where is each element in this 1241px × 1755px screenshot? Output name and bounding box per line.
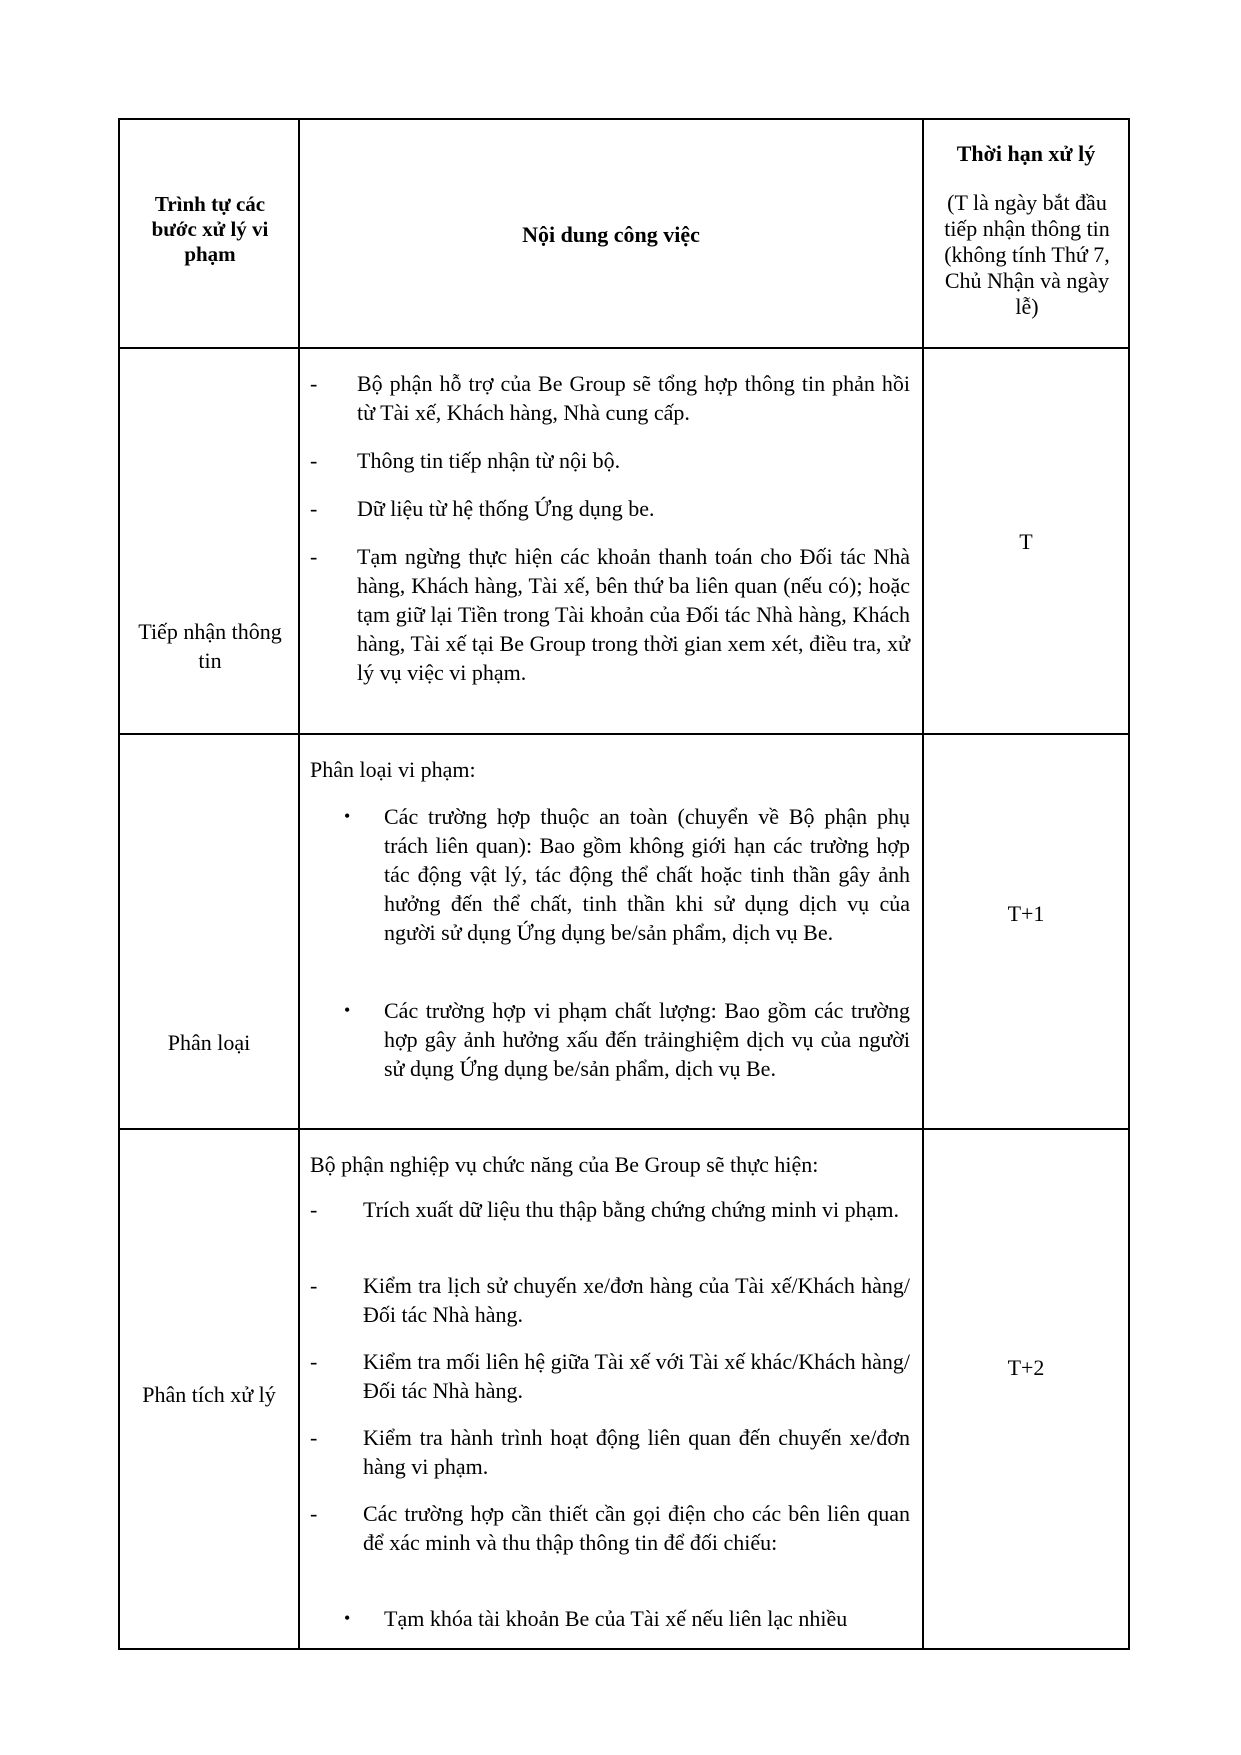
bullet-marker: •	[344, 1608, 351, 1628]
table-row	[120, 735, 1128, 1130]
section-intro: Bộ phận nghiệp vụ chức năng của Be Group sẽ thực hiện:	[310, 1152, 819, 1177]
violation-process-table	[118, 118, 1130, 1650]
bullet-item	[310, 996, 910, 1083]
bullet-item-text: Các trường hợp thuộc an toàn (chuyển về Bộ phận phụ trách liên quan): Bao gồm không giới hạn các trường hợp tác động vật lý, tác động thể chất hoặc tinh thần gây ảnh hưởng đến thể chất, tinh thần khi sử dụng dịch vụ của người sử dụng Ứng dụng be/sản phẩm, dịch vụ Be.	[384, 804, 910, 945]
table-header-row	[120, 120, 1128, 349]
bullet-marker: •	[344, 806, 351, 826]
header-deadline-note: (T là ngày bắt đầu tiếp nhận thông tin (không tính Thứ 7, Chủ Nhận và ngày lễ)	[944, 190, 1110, 319]
deadline-value: T+2	[1007, 1355, 1045, 1380]
list-item-text: Trích xuất dữ liệu thu thập bằng chứng chứng minh vi phạm.	[363, 1197, 900, 1222]
bullet-item-text: Các trường hợp vi phạm chất lượng: Bao gồm các trường hợp gây ảnh hưởng xấu đến trảinghiệm dịch vụ của người sử dụng Ứng dụng be/sản phẩm, dịch vụ Be.	[384, 998, 910, 1081]
header-cell-step	[120, 120, 300, 347]
step-cell	[120, 735, 300, 1128]
list-item-text: Tạm ngừng thực hiện các khoản thanh toán cho Đối tác Nhà hàng, Khách hàng, Tài xế, bên thứ ba liên quan (nếu có); hoặc tạm giữ lại Tiền trong Tài khoản của Đối tác Nhà hàng, Khách hàng, Tài xế tại Be Group trong thời gian xem xét, điều tra, xử lý vụ việc vi phạm.	[357, 544, 910, 685]
content-cell	[300, 349, 924, 733]
header-cell-content	[300, 120, 924, 347]
list-item	[310, 1423, 910, 1481]
bullet-item	[310, 802, 910, 947]
list-item	[310, 1499, 910, 1557]
dash-marker: -	[310, 1349, 318, 1374]
list-item	[310, 1347, 910, 1405]
deadline-cell	[924, 735, 1128, 1128]
bullet-item	[310, 1604, 916, 1633]
dash-marker: -	[310, 1425, 318, 1450]
step-label: Phân loại	[167, 1030, 251, 1055]
dash-marker: -	[310, 544, 318, 569]
dash-marker: -	[310, 1273, 318, 1298]
list-item	[310, 1195, 910, 1224]
table-row	[120, 349, 1128, 735]
deadline-cell	[924, 1130, 1128, 1648]
list-item	[310, 1271, 910, 1329]
bullet-item-text: Tạm khóa tài khoản Be của Tài xế nếu liên lạc nhiều	[384, 1606, 848, 1631]
dash-marker: -	[310, 371, 318, 396]
deadline-cell	[924, 349, 1128, 733]
dash-marker: -	[310, 496, 318, 521]
list-item	[310, 369, 910, 427]
dash-marker: -	[310, 1197, 318, 1222]
header-step-label: Trình tự các bước xử lý vi phạm	[151, 192, 269, 266]
content-cell	[300, 735, 924, 1128]
list-item-text: Bộ phận hỗ trợ của Be Group sẽ tổng hợp thông tin phản hồi từ Tài xế, Khách hàng, Nhà cung cấp.	[357, 371, 910, 425]
step-label: Tiếp nhận thông tin	[138, 619, 282, 673]
content-cell	[300, 1130, 924, 1648]
header-cell-deadline	[924, 120, 1128, 347]
dash-marker: -	[310, 448, 318, 473]
list-item	[310, 494, 910, 523]
dash-marker: -	[310, 1501, 318, 1526]
step-cell	[120, 1130, 300, 1648]
list-item	[310, 542, 910, 687]
deadline-value: T+1	[1007, 901, 1045, 926]
step-cell	[120, 349, 300, 733]
section-intro: Phân loại vi phạm:	[310, 757, 476, 782]
header-deadline-title: Thời hạn xử lý	[956, 141, 1096, 166]
list-item-text: Dữ liệu từ hệ thống Ứng dụng be.	[357, 496, 655, 521]
table-row	[120, 1130, 1128, 1648]
list-item-text: Kiểm tra hành trình hoạt động liên quan đến chuyến xe/đơn hàng vi phạm.	[363, 1425, 910, 1479]
deadline-value: T	[1019, 529, 1033, 554]
list-item-text: Kiểm tra mối liên hệ giữa Tài xế với Tài xế khác/Khách hàng/Đối tác Nhà hàng.	[363, 1349, 910, 1403]
list-item-text: Các trường hợp cần thiết cần gọi điện cho các bên liên quan để xác minh và thu thập thông tin để đối chiếu:	[363, 1501, 910, 1555]
step-label: Phân tích xử lý	[142, 1382, 276, 1407]
list-item-text: Thông tin tiếp nhận từ nội bộ.	[357, 448, 621, 473]
list-item	[310, 446, 910, 475]
header-content-label: Nội dung công việc	[522, 222, 700, 247]
bullet-marker: •	[344, 1000, 351, 1020]
list-item-text: Kiểm tra lịch sử chuyến xe/đơn hàng của Tài xế/Khách hàng/Đối tác Nhà hàng.	[363, 1273, 910, 1327]
